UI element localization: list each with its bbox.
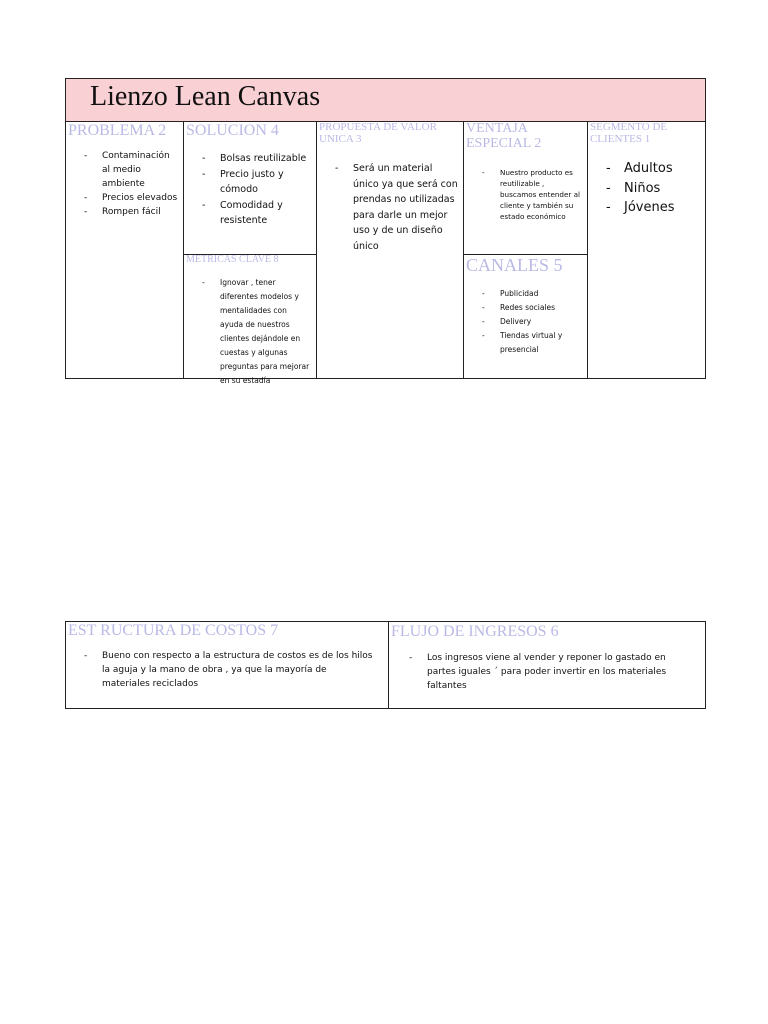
list-item: - Jóvenes [606, 198, 701, 218]
solucion-list [202, 151, 314, 229]
canales-heading: CANALES 5 [466, 255, 563, 275]
bottom-table [65, 621, 706, 709]
list-item: - Rompen fácil [84, 205, 179, 219]
list-item: - Comodidad y resistente [202, 198, 314, 229]
list-item: - Precio justo y cómodo [202, 167, 314, 198]
propuesta-heading: PROPUESTA DE VALOR UNICA 3 [319, 121, 437, 145]
canales-list [482, 287, 582, 357]
ingresos-heading: FLUJO DE INGRESOS 6 [391, 623, 559, 640]
list-item: - Será un material único ya que será con prendas no utilizadas para darle un mejor uso y de un diseño único [335, 161, 459, 254]
list-item: - Ignovar , tener diferentes modelos y mentalidades con ayuda de nuestros clientes dejándole en cuestas y algunas preguntas para mejorar en su estadía [202, 276, 312, 388]
list-item: - Delivery [482, 315, 582, 329]
list-item: - Adultos [606, 159, 701, 179]
list-item: - Bolsas reutilizable [202, 151, 314, 167]
propuesta-cell [317, 122, 463, 379]
solucion-heading: SOLUCION 4 [186, 122, 279, 139]
ingresos-list [409, 651, 694, 693]
ventaja-cell [464, 122, 587, 254]
lean-canvas-table [65, 78, 706, 385]
ingresos-cell [389, 622, 705, 708]
list-item: - Bueno con respecto a la estructura de costos es de los hilos la aguja y la mano de obra , ya que la mayoría de materiales reciclados [84, 649, 374, 691]
ventaja-heading: VENTAJA ESPECIAL 2 [466, 121, 542, 151]
problema-list [84, 149, 179, 219]
list-item: - Contaminación al medio ambiente [84, 149, 179, 191]
page-title: Lienzo Lean Canvas [90, 81, 321, 112]
list-item: - Niños [606, 179, 701, 199]
list-item: - Nuestro producto es reutilizable , buscamos entender al cliente y también su estado económico [482, 167, 582, 222]
segmento-cell [588, 122, 705, 379]
problema-cell [66, 122, 183, 379]
list-item: - Tiendas virtual y presencial [482, 329, 582, 357]
metricas-list [202, 276, 312, 388]
ventaja-list [482, 167, 582, 222]
costos-heading: EST RUCTURA DE COSTOS 7 [68, 622, 279, 639]
costos-list [84, 649, 374, 691]
propuesta-list [335, 161, 459, 254]
segmento-list [606, 159, 701, 218]
list-item: - Publicidad [482, 287, 582, 301]
solucion-cell [184, 122, 316, 254]
metricas-cell [184, 254, 316, 385]
list-item: - Redes sociales [482, 301, 582, 315]
segmento-heading: SEGMENTO DE CLIENTES 1 [590, 121, 668, 145]
title-bar [66, 79, 705, 122]
canales-cell [464, 255, 587, 379]
costos-cell [66, 622, 388, 708]
metricas-heading: METRICAS CLAVE 8 [186, 254, 279, 265]
list-item: - Los ingresos viene al vender y reponer lo gastado en partes iguales ´ para poder invertir en los materiales faltantes [409, 651, 694, 693]
problema-heading: PROBLEMA 2 [68, 122, 167, 139]
list-item: - Precios elevados [84, 191, 179, 205]
